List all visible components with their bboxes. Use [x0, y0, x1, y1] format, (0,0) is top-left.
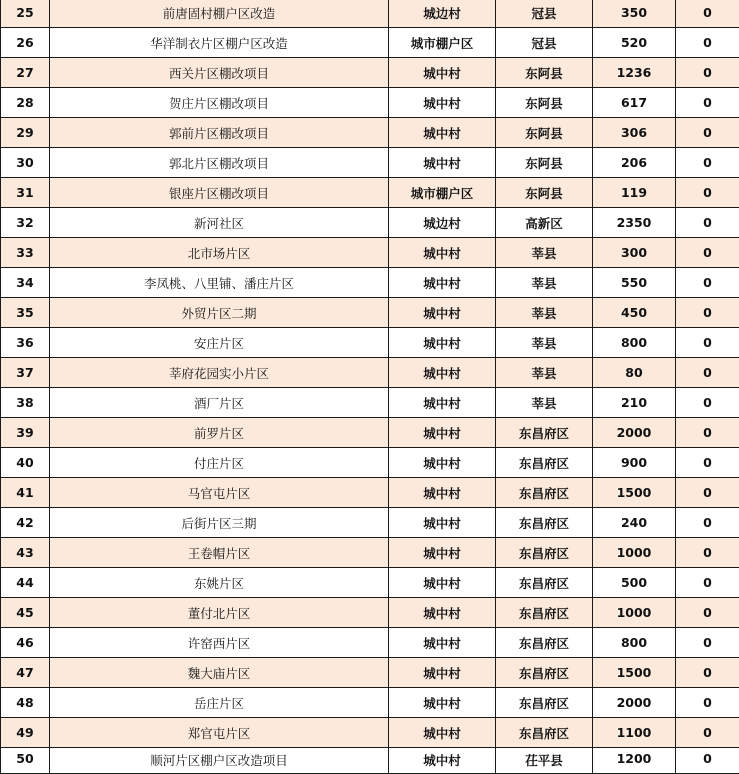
region-cell: 莘县 [496, 358, 593, 388]
completed-count-cell: 0 [676, 178, 739, 208]
completed-count-cell: 0 [676, 478, 739, 508]
completed-count-cell: 0 [676, 658, 739, 688]
table-row [1, 748, 739, 774]
household-count-cell: 2000 [593, 418, 676, 448]
completed-count-cell: 0 [676, 538, 739, 568]
region-cell: 茌平县 [496, 748, 593, 774]
row-number-cell: 46 [1, 628, 50, 658]
region-cell: 高新区 [496, 208, 593, 238]
household-count-cell: 1500 [593, 478, 676, 508]
completed-count-cell: 0 [676, 118, 739, 148]
row-number-cell: 45 [1, 598, 50, 628]
row-number-cell: 27 [1, 58, 50, 88]
table-row [1, 238, 739, 268]
household-count-cell: 500 [593, 568, 676, 598]
household-count-cell: 350 [593, 0, 676, 28]
region-cell: 东昌府区 [496, 598, 593, 628]
region-cell: 东昌府区 [496, 658, 593, 688]
completed-count-cell: 0 [676, 328, 739, 358]
completed-count-cell: 0 [676, 298, 739, 328]
row-number-cell: 36 [1, 328, 50, 358]
region-cell: 莘县 [496, 328, 593, 358]
project-name-cell: 许窑西片区 [50, 628, 389, 658]
project-name-cell: 郭北片区棚改项目 [50, 148, 389, 178]
completed-count-cell: 0 [676, 148, 739, 178]
row-number-cell: 25 [1, 0, 50, 28]
table-row [1, 598, 739, 628]
region-cell: 冠县 [496, 28, 593, 58]
table-row [1, 688, 739, 718]
household-count-cell: 1236 [593, 58, 676, 88]
completed-count-cell: 0 [676, 28, 739, 58]
region-cell: 东昌府区 [496, 418, 593, 448]
project-type-cell: 城市棚户区 [389, 178, 496, 208]
completed-count-cell: 0 [676, 718, 739, 748]
table-row [1, 88, 739, 118]
project-type-cell: 城中村 [389, 748, 496, 774]
household-count-cell: 800 [593, 628, 676, 658]
completed-count-cell: 0 [676, 628, 739, 658]
row-number-cell: 48 [1, 688, 50, 718]
completed-count-cell: 0 [676, 448, 739, 478]
project-type-cell: 城中村 [389, 298, 496, 328]
row-number-cell: 40 [1, 448, 50, 478]
row-number-cell: 33 [1, 238, 50, 268]
row-number-cell: 49 [1, 718, 50, 748]
project-name-cell: 东姚片区 [50, 568, 389, 598]
household-count-cell: 306 [593, 118, 676, 148]
completed-count-cell: 0 [676, 748, 739, 774]
project-name-cell: 郑官屯片区 [50, 718, 389, 748]
project-name-cell: 新河社区 [50, 208, 389, 238]
project-type-cell: 城中村 [389, 658, 496, 688]
row-number-cell: 29 [1, 118, 50, 148]
project-name-cell: 安庄片区 [50, 328, 389, 358]
table-row [1, 28, 739, 58]
project-type-cell: 城中村 [389, 88, 496, 118]
region-cell: 东阿县 [496, 178, 593, 208]
table-row [1, 628, 739, 658]
table-row [1, 208, 739, 238]
table-row [1, 388, 739, 418]
row-number-cell: 41 [1, 478, 50, 508]
table-row [1, 568, 739, 598]
table-row [1, 58, 739, 88]
completed-count-cell: 0 [676, 0, 739, 28]
project-name-cell: 付庄片区 [50, 448, 389, 478]
table-row [1, 298, 739, 328]
table-row [1, 358, 739, 388]
project-type-cell: 城中村 [389, 568, 496, 598]
region-cell: 莘县 [496, 238, 593, 268]
project-type-cell: 城中村 [389, 358, 496, 388]
region-cell: 东昌府区 [496, 568, 593, 598]
project-type-cell: 城中村 [389, 478, 496, 508]
region-cell: 东阿县 [496, 58, 593, 88]
completed-count-cell: 0 [676, 58, 739, 88]
table-row [1, 268, 739, 298]
project-name-cell: 银座片区棚改项目 [50, 178, 389, 208]
household-count-cell: 1100 [593, 718, 676, 748]
household-count-cell: 2000 [593, 688, 676, 718]
table-row [1, 658, 739, 688]
table-row [1, 0, 739, 28]
project-type-cell: 城中村 [389, 448, 496, 478]
region-cell: 东昌府区 [496, 628, 593, 658]
household-count-cell: 300 [593, 238, 676, 268]
project-type-cell: 城中村 [389, 238, 496, 268]
region-cell: 东昌府区 [496, 478, 593, 508]
completed-count-cell: 0 [676, 388, 739, 418]
region-cell: 东阿县 [496, 118, 593, 148]
region-cell: 东昌府区 [496, 448, 593, 478]
household-count-cell: 119 [593, 178, 676, 208]
project-name-cell: 李凤桃、八里铺、潘庄片区 [50, 268, 389, 298]
household-count-cell: 1000 [593, 538, 676, 568]
project-type-cell: 城中村 [389, 598, 496, 628]
row-number-cell: 47 [1, 658, 50, 688]
project-name-cell: 华洋制衣片区棚户区改造 [50, 28, 389, 58]
row-number-cell: 34 [1, 268, 50, 298]
region-cell: 东昌府区 [496, 538, 593, 568]
region-cell: 莘县 [496, 388, 593, 418]
completed-count-cell: 0 [676, 88, 739, 118]
row-number-cell: 28 [1, 88, 50, 118]
household-count-cell: 210 [593, 388, 676, 418]
row-number-cell: 39 [1, 418, 50, 448]
row-number-cell: 32 [1, 208, 50, 238]
row-number-cell: 35 [1, 298, 50, 328]
project-type-cell: 城中村 [389, 148, 496, 178]
household-count-cell: 1200 [593, 748, 676, 774]
completed-count-cell: 0 [676, 358, 739, 388]
project-type-cell: 城市棚户区 [389, 28, 496, 58]
household-count-cell: 900 [593, 448, 676, 478]
project-type-cell: 城中村 [389, 418, 496, 448]
table-row [1, 328, 739, 358]
completed-count-cell: 0 [676, 268, 739, 298]
row-number-cell: 38 [1, 388, 50, 418]
region-cell: 东昌府区 [496, 508, 593, 538]
project-type-cell: 城边村 [389, 0, 496, 28]
project-name-cell: 莘府花园实小片区 [50, 358, 389, 388]
row-number-cell: 42 [1, 508, 50, 538]
household-count-cell: 206 [593, 148, 676, 178]
region-cell: 东阿县 [496, 148, 593, 178]
table-row [1, 148, 739, 178]
project-type-cell: 城中村 [389, 58, 496, 88]
project-name-cell: 郭前片区棚改项目 [50, 118, 389, 148]
project-name-cell: 外贸片区二期 [50, 298, 389, 328]
row-number-cell: 43 [1, 538, 50, 568]
region-cell: 冠县 [496, 0, 593, 28]
row-number-cell: 37 [1, 358, 50, 388]
table-row [1, 508, 739, 538]
table-row [1, 178, 739, 208]
project-name-cell: 西关片区棚改项目 [50, 58, 389, 88]
project-type-cell: 城边村 [389, 208, 496, 238]
project-type-cell: 城中村 [389, 688, 496, 718]
project-type-cell: 城中村 [389, 328, 496, 358]
table-row [1, 478, 739, 508]
row-number-cell: 44 [1, 568, 50, 598]
household-count-cell: 450 [593, 298, 676, 328]
region-cell: 东阿县 [496, 88, 593, 118]
project-name-cell: 马官屯片区 [50, 478, 389, 508]
household-count-cell: 2350 [593, 208, 676, 238]
region-cell: 莘县 [496, 268, 593, 298]
completed-count-cell: 0 [676, 418, 739, 448]
row-number-cell: 26 [1, 28, 50, 58]
project-name-cell: 后街片区三期 [50, 508, 389, 538]
project-name-cell: 董付北片区 [50, 598, 389, 628]
household-count-cell: 240 [593, 508, 676, 538]
table-row [1, 118, 739, 148]
household-count-cell: 800 [593, 328, 676, 358]
household-count-cell: 80 [593, 358, 676, 388]
region-cell: 东昌府区 [496, 688, 593, 718]
region-cell: 莘县 [496, 298, 593, 328]
project-name-cell: 前唐固村棚户区改造 [50, 0, 389, 28]
region-cell: 东昌府区 [496, 718, 593, 748]
project-type-cell: 城中村 [389, 118, 496, 148]
project-type-cell: 城中村 [389, 628, 496, 658]
project-type-cell: 城中村 [389, 538, 496, 568]
household-count-cell: 1500 [593, 658, 676, 688]
project-name-cell: 顺河片区棚户区改造项目 [50, 748, 389, 774]
row-number-cell: 50 [1, 748, 50, 774]
row-number-cell: 31 [1, 178, 50, 208]
row-number-cell: 30 [1, 148, 50, 178]
household-count-cell: 617 [593, 88, 676, 118]
project-name-cell: 北市场片区 [50, 238, 389, 268]
table-row [1, 718, 739, 748]
completed-count-cell: 0 [676, 238, 739, 268]
project-type-cell: 城中村 [389, 388, 496, 418]
project-type-cell: 城中村 [389, 718, 496, 748]
completed-count-cell: 0 [676, 598, 739, 628]
completed-count-cell: 0 [676, 568, 739, 598]
completed-count-cell: 0 [676, 688, 739, 718]
table-row [1, 538, 739, 568]
project-type-cell: 城中村 [389, 508, 496, 538]
project-name-cell: 酒厂片区 [50, 388, 389, 418]
table-row [1, 418, 739, 448]
household-count-cell: 1000 [593, 598, 676, 628]
household-count-cell: 520 [593, 28, 676, 58]
project-name-cell: 前罗片区 [50, 418, 389, 448]
table-body [1, 0, 739, 774]
completed-count-cell: 0 [676, 508, 739, 538]
project-name-cell: 王卷帽片区 [50, 538, 389, 568]
completed-count-cell: 0 [676, 208, 739, 238]
project-name-cell: 贺庄片区棚改项目 [50, 88, 389, 118]
project-name-cell: 岳庄片区 [50, 688, 389, 718]
household-count-cell: 550 [593, 268, 676, 298]
table-row [1, 448, 739, 478]
project-name-cell: 魏大庙片区 [50, 658, 389, 688]
project-type-cell: 城中村 [389, 268, 496, 298]
